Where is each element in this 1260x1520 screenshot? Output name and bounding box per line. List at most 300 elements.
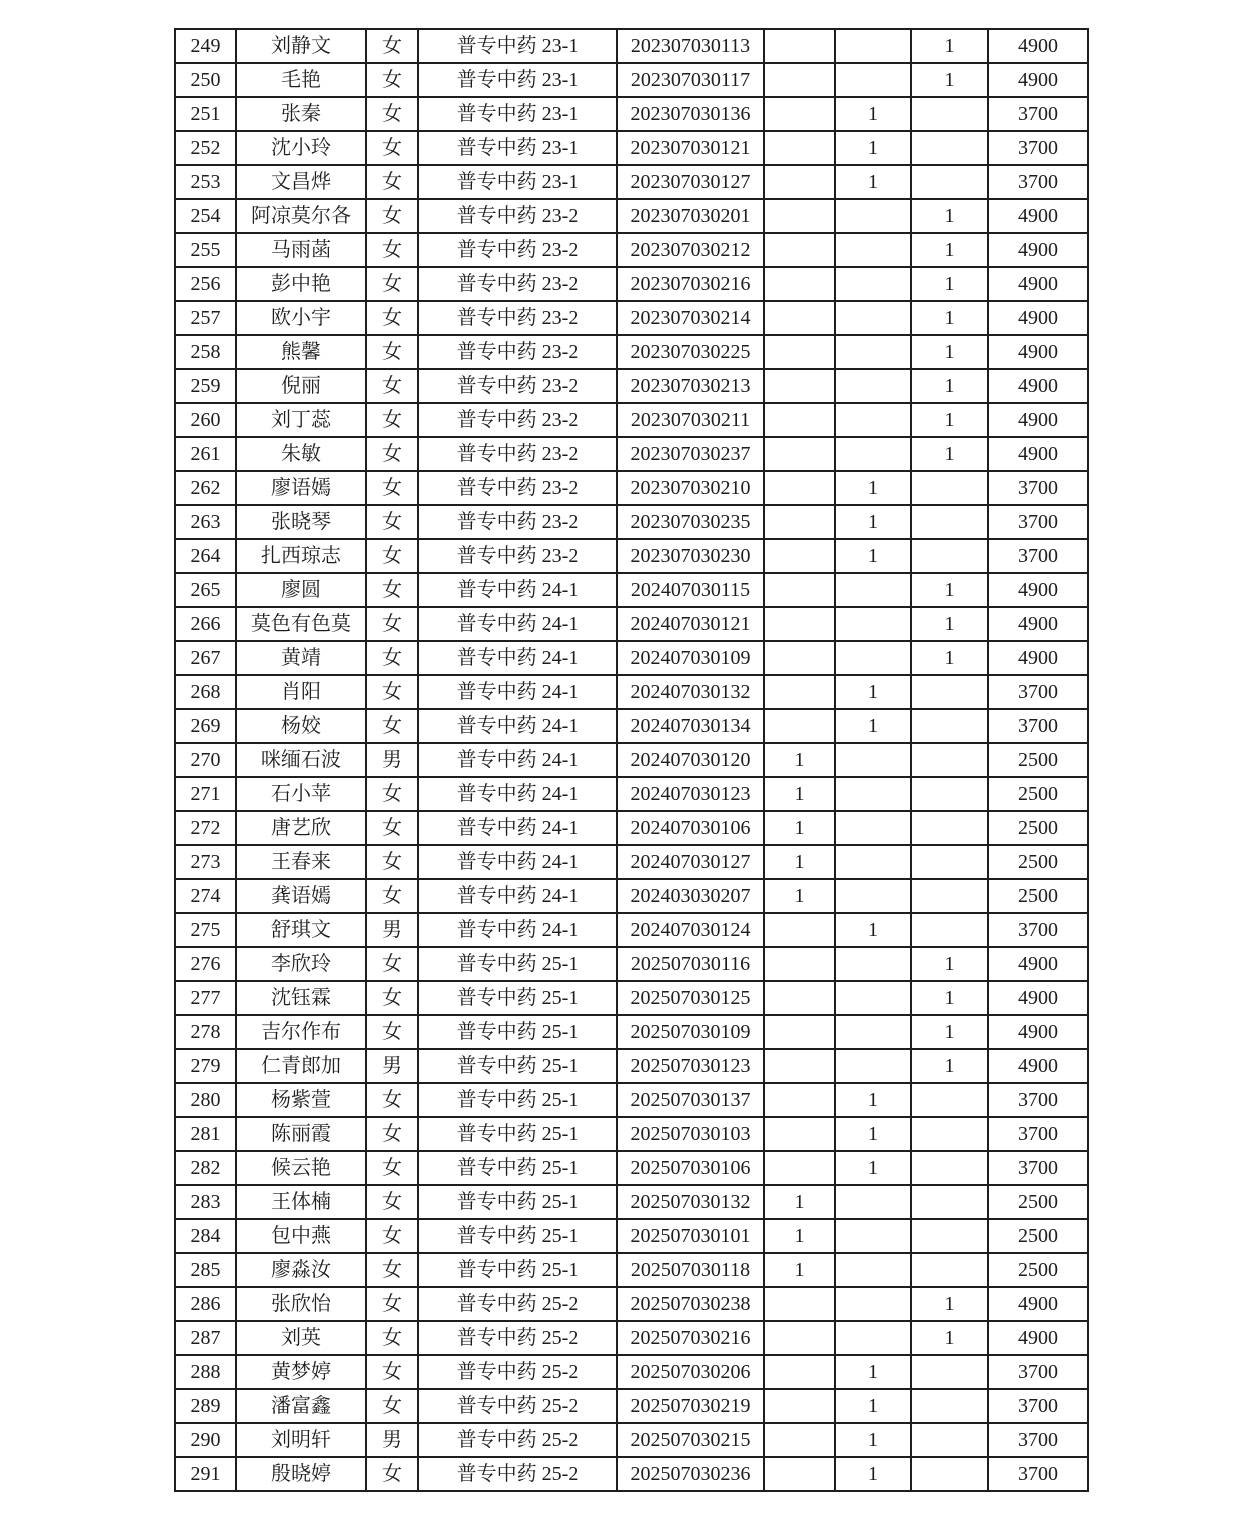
tier1-mark-cell: 1 bbox=[764, 811, 835, 845]
row-number-cell: 290 bbox=[175, 1423, 236, 1457]
class-cell: 普专中药 25-1 bbox=[418, 1117, 617, 1151]
name-cell: 廖圆 bbox=[236, 573, 366, 607]
tier1-mark-cell bbox=[764, 1151, 835, 1185]
gender-cell: 女 bbox=[366, 1015, 418, 1049]
row-number-cell: 264 bbox=[175, 539, 236, 573]
tier3-mark-cell bbox=[911, 1219, 988, 1253]
tier2-mark-cell: 1 bbox=[835, 539, 911, 573]
class-cell: 普专中药 23-2 bbox=[418, 301, 617, 335]
table-row bbox=[175, 1321, 1088, 1355]
row-number-cell: 262 bbox=[175, 471, 236, 505]
tier1-mark-cell bbox=[764, 335, 835, 369]
student-id-cell: 202507030219 bbox=[617, 1389, 764, 1423]
amount-cell: 4900 bbox=[988, 1015, 1088, 1049]
amount-cell: 4900 bbox=[988, 403, 1088, 437]
class-cell: 普专中药 24-1 bbox=[418, 845, 617, 879]
gender-cell: 女 bbox=[366, 165, 418, 199]
class-cell: 普专中药 24-1 bbox=[418, 743, 617, 777]
table-row bbox=[175, 947, 1088, 981]
row-number-cell: 284 bbox=[175, 1219, 236, 1253]
table-row bbox=[175, 913, 1088, 947]
tier2-mark-cell bbox=[835, 1185, 911, 1219]
name-cell: 刘丁蕊 bbox=[236, 403, 366, 437]
name-cell: 张欣怡 bbox=[236, 1287, 366, 1321]
name-cell: 吉尔作布 bbox=[236, 1015, 366, 1049]
gender-cell: 女 bbox=[366, 1321, 418, 1355]
tier1-mark-cell bbox=[764, 1287, 835, 1321]
amount-cell: 4900 bbox=[988, 1321, 1088, 1355]
table-row bbox=[175, 1423, 1088, 1457]
name-cell: 马雨菡 bbox=[236, 233, 366, 267]
tier3-mark-cell: 1 bbox=[911, 947, 988, 981]
table-row bbox=[175, 165, 1088, 199]
class-cell: 普专中药 23-2 bbox=[418, 437, 617, 471]
name-cell: 包中燕 bbox=[236, 1219, 366, 1253]
name-cell: 陈丽霞 bbox=[236, 1117, 366, 1151]
amount-cell: 3700 bbox=[988, 97, 1088, 131]
table-row bbox=[175, 845, 1088, 879]
table-row bbox=[175, 1049, 1088, 1083]
gender-cell: 女 bbox=[366, 675, 418, 709]
row-number-cell: 281 bbox=[175, 1117, 236, 1151]
student-id-cell: 202307030237 bbox=[617, 437, 764, 471]
tier2-mark-cell: 1 bbox=[835, 165, 911, 199]
class-cell: 普专中药 24-1 bbox=[418, 607, 617, 641]
table-row bbox=[175, 29, 1088, 63]
class-cell: 普专中药 23-2 bbox=[418, 267, 617, 301]
name-cell: 黄靖 bbox=[236, 641, 366, 675]
class-cell: 普专中药 23-2 bbox=[418, 369, 617, 403]
student-id-cell: 202507030116 bbox=[617, 947, 764, 981]
tier2-mark-cell bbox=[835, 845, 911, 879]
gender-cell: 女 bbox=[366, 1253, 418, 1287]
gender-cell: 女 bbox=[366, 1117, 418, 1151]
tier2-mark-cell: 1 bbox=[835, 1423, 911, 1457]
tier2-mark-cell: 1 bbox=[835, 1355, 911, 1389]
amount-cell: 4900 bbox=[988, 199, 1088, 233]
table-row bbox=[175, 1253, 1088, 1287]
name-cell: 廖语嫣 bbox=[236, 471, 366, 505]
tier1-mark-cell bbox=[764, 607, 835, 641]
row-number-cell: 275 bbox=[175, 913, 236, 947]
tier1-mark-cell: 1 bbox=[764, 743, 835, 777]
class-cell: 普专中药 25-1 bbox=[418, 947, 617, 981]
tier2-mark-cell bbox=[835, 1049, 911, 1083]
row-number-cell: 260 bbox=[175, 403, 236, 437]
student-funding-table bbox=[174, 28, 1089, 1492]
class-cell: 普专中药 25-1 bbox=[418, 1151, 617, 1185]
tier3-mark-cell bbox=[911, 913, 988, 947]
name-cell: 仁青郎加 bbox=[236, 1049, 366, 1083]
amount-cell: 2500 bbox=[988, 811, 1088, 845]
class-cell: 普专中药 24-1 bbox=[418, 709, 617, 743]
tier1-mark-cell: 1 bbox=[764, 1253, 835, 1287]
tier2-mark-cell bbox=[835, 1219, 911, 1253]
tier3-mark-cell bbox=[911, 1457, 988, 1491]
gender-cell: 女 bbox=[366, 573, 418, 607]
tier1-mark-cell bbox=[764, 1083, 835, 1117]
row-number-cell: 261 bbox=[175, 437, 236, 471]
tier3-mark-cell bbox=[911, 777, 988, 811]
name-cell: 沈钰霖 bbox=[236, 981, 366, 1015]
student-id-cell: 202407030124 bbox=[617, 913, 764, 947]
class-cell: 普专中药 25-2 bbox=[418, 1423, 617, 1457]
amount-cell: 2500 bbox=[988, 777, 1088, 811]
gender-cell: 女 bbox=[366, 811, 418, 845]
amount-cell: 2500 bbox=[988, 1185, 1088, 1219]
gender-cell: 女 bbox=[366, 403, 418, 437]
row-number-cell: 276 bbox=[175, 947, 236, 981]
table-row bbox=[175, 1083, 1088, 1117]
gender-cell: 女 bbox=[366, 1083, 418, 1117]
tier2-mark-cell: 1 bbox=[835, 1389, 911, 1423]
gender-cell: 女 bbox=[366, 879, 418, 913]
table-row bbox=[175, 63, 1088, 97]
gender-cell: 女 bbox=[366, 539, 418, 573]
table-row bbox=[175, 505, 1088, 539]
row-number-cell: 252 bbox=[175, 131, 236, 165]
tier2-mark-cell bbox=[835, 199, 911, 233]
class-cell: 普专中药 23-1 bbox=[418, 97, 617, 131]
gender-cell: 女 bbox=[366, 607, 418, 641]
tier2-mark-cell: 1 bbox=[835, 97, 911, 131]
tier2-mark-cell bbox=[835, 811, 911, 845]
student-id-cell: 202307030213 bbox=[617, 369, 764, 403]
class-cell: 普专中药 25-1 bbox=[418, 1083, 617, 1117]
tier3-mark-cell: 1 bbox=[911, 981, 988, 1015]
amount-cell: 4900 bbox=[988, 607, 1088, 641]
table-row bbox=[175, 199, 1088, 233]
amount-cell: 3700 bbox=[988, 1151, 1088, 1185]
tier2-mark-cell: 1 bbox=[835, 1151, 911, 1185]
amount-cell: 3700 bbox=[988, 709, 1088, 743]
gender-cell: 女 bbox=[366, 505, 418, 539]
gender-cell: 女 bbox=[366, 709, 418, 743]
table-row bbox=[175, 981, 1088, 1015]
tier3-mark-cell bbox=[911, 539, 988, 573]
row-number-cell: 287 bbox=[175, 1321, 236, 1355]
table-body bbox=[175, 29, 1088, 1491]
name-cell: 殷晓婷 bbox=[236, 1457, 366, 1491]
row-number-cell: 288 bbox=[175, 1355, 236, 1389]
tier2-mark-cell bbox=[835, 63, 911, 97]
table-row bbox=[175, 1117, 1088, 1151]
student-id-cell: 202507030106 bbox=[617, 1151, 764, 1185]
student-id-cell: 202307030121 bbox=[617, 131, 764, 165]
name-cell: 刘英 bbox=[236, 1321, 366, 1355]
tier3-mark-cell bbox=[911, 1185, 988, 1219]
tier1-mark-cell bbox=[764, 1355, 835, 1389]
gender-cell: 女 bbox=[366, 1219, 418, 1253]
amount-cell: 2500 bbox=[988, 1253, 1088, 1287]
amount-cell: 4900 bbox=[988, 267, 1088, 301]
tier1-mark-cell bbox=[764, 641, 835, 675]
table-row bbox=[175, 1457, 1088, 1491]
tier3-mark-cell: 1 bbox=[911, 403, 988, 437]
tier2-mark-cell bbox=[835, 335, 911, 369]
row-number-cell: 250 bbox=[175, 63, 236, 97]
tier3-mark-cell bbox=[911, 471, 988, 505]
amount-cell: 2500 bbox=[988, 879, 1088, 913]
name-cell: 倪丽 bbox=[236, 369, 366, 403]
gender-cell: 女 bbox=[366, 641, 418, 675]
class-cell: 普专中药 23-2 bbox=[418, 199, 617, 233]
class-cell: 普专中药 23-2 bbox=[418, 233, 617, 267]
row-number-cell: 257 bbox=[175, 301, 236, 335]
row-number-cell: 291 bbox=[175, 1457, 236, 1491]
tier2-mark-cell bbox=[835, 301, 911, 335]
amount-cell: 3700 bbox=[988, 165, 1088, 199]
table-row bbox=[175, 369, 1088, 403]
gender-cell: 女 bbox=[366, 437, 418, 471]
tier1-mark-cell bbox=[764, 267, 835, 301]
name-cell: 王体楠 bbox=[236, 1185, 366, 1219]
tier3-mark-cell bbox=[911, 879, 988, 913]
amount-cell: 4900 bbox=[988, 369, 1088, 403]
student-id-cell: 202407030121 bbox=[617, 607, 764, 641]
student-id-cell: 202307030235 bbox=[617, 505, 764, 539]
student-id-cell: 202307030117 bbox=[617, 63, 764, 97]
tier3-mark-cell bbox=[911, 675, 988, 709]
tier3-mark-cell: 1 bbox=[911, 437, 988, 471]
gender-cell: 女 bbox=[366, 199, 418, 233]
tier1-mark-cell bbox=[764, 981, 835, 1015]
tier2-mark-cell bbox=[835, 777, 911, 811]
tier2-mark-cell: 1 bbox=[835, 1083, 911, 1117]
class-cell: 普专中药 24-1 bbox=[418, 811, 617, 845]
row-number-cell: 273 bbox=[175, 845, 236, 879]
amount-cell: 4900 bbox=[988, 1049, 1088, 1083]
class-cell: 普专中药 24-1 bbox=[418, 641, 617, 675]
name-cell: 潘富鑫 bbox=[236, 1389, 366, 1423]
name-cell: 彭中艳 bbox=[236, 267, 366, 301]
row-number-cell: 282 bbox=[175, 1151, 236, 1185]
table-row bbox=[175, 743, 1088, 777]
tier2-mark-cell: 1 bbox=[835, 1457, 911, 1491]
amount-cell: 4900 bbox=[988, 641, 1088, 675]
tier1-mark-cell bbox=[764, 505, 835, 539]
tier2-mark-cell bbox=[835, 981, 911, 1015]
row-number-cell: 280 bbox=[175, 1083, 236, 1117]
tier1-mark-cell bbox=[764, 301, 835, 335]
tier3-mark-cell bbox=[911, 1423, 988, 1457]
tier2-mark-cell bbox=[835, 267, 911, 301]
amount-cell: 3700 bbox=[988, 131, 1088, 165]
tier3-mark-cell bbox=[911, 505, 988, 539]
row-number-cell: 254 bbox=[175, 199, 236, 233]
class-cell: 普专中药 25-1 bbox=[418, 981, 617, 1015]
name-cell: 朱敏 bbox=[236, 437, 366, 471]
gender-cell: 女 bbox=[366, 335, 418, 369]
tier1-mark-cell bbox=[764, 29, 835, 63]
table-row bbox=[175, 879, 1088, 913]
row-number-cell: 272 bbox=[175, 811, 236, 845]
class-cell: 普专中药 23-1 bbox=[418, 165, 617, 199]
row-number-cell: 256 bbox=[175, 267, 236, 301]
gender-cell: 女 bbox=[366, 1355, 418, 1389]
table-row bbox=[175, 675, 1088, 709]
tier1-mark-cell: 1 bbox=[764, 1185, 835, 1219]
row-number-cell: 259 bbox=[175, 369, 236, 403]
name-cell: 唐艺欣 bbox=[236, 811, 366, 845]
table-row bbox=[175, 1015, 1088, 1049]
student-id-cell: 202507030206 bbox=[617, 1355, 764, 1389]
amount-cell: 3700 bbox=[988, 471, 1088, 505]
tier1-mark-cell bbox=[764, 369, 835, 403]
tier2-mark-cell bbox=[835, 607, 911, 641]
name-cell: 黄梦婷 bbox=[236, 1355, 366, 1389]
tier1-mark-cell bbox=[764, 573, 835, 607]
class-cell: 普专中药 25-2 bbox=[418, 1287, 617, 1321]
student-id-cell: 202307030216 bbox=[617, 267, 764, 301]
tier1-mark-cell bbox=[764, 233, 835, 267]
row-number-cell: 277 bbox=[175, 981, 236, 1015]
tier2-mark-cell bbox=[835, 641, 911, 675]
student-id-cell: 202407030123 bbox=[617, 777, 764, 811]
tier2-mark-cell: 1 bbox=[835, 131, 911, 165]
name-cell: 肖阳 bbox=[236, 675, 366, 709]
class-cell: 普专中药 25-2 bbox=[418, 1321, 617, 1355]
name-cell: 李欣玲 bbox=[236, 947, 366, 981]
amount-cell: 3700 bbox=[988, 1117, 1088, 1151]
tier2-mark-cell bbox=[835, 1321, 911, 1355]
student-id-cell: 202307030127 bbox=[617, 165, 764, 199]
tier2-mark-cell: 1 bbox=[835, 1117, 911, 1151]
row-number-cell: 285 bbox=[175, 1253, 236, 1287]
class-cell: 普专中药 25-2 bbox=[418, 1389, 617, 1423]
name-cell: 廖淼汝 bbox=[236, 1253, 366, 1287]
student-id-cell: 202307030201 bbox=[617, 199, 764, 233]
class-cell: 普专中药 23-2 bbox=[418, 505, 617, 539]
table-row bbox=[175, 1185, 1088, 1219]
student-id-cell: 202307030211 bbox=[617, 403, 764, 437]
tier1-mark-cell bbox=[764, 131, 835, 165]
gender-cell: 女 bbox=[366, 369, 418, 403]
name-cell: 杨紫萱 bbox=[236, 1083, 366, 1117]
tier2-mark-cell bbox=[835, 573, 911, 607]
student-id-cell: 202307030212 bbox=[617, 233, 764, 267]
tier3-mark-cell: 1 bbox=[911, 1321, 988, 1355]
amount-cell: 4900 bbox=[988, 1287, 1088, 1321]
row-number-cell: 265 bbox=[175, 573, 236, 607]
tier3-mark-cell bbox=[911, 709, 988, 743]
tier1-mark-cell bbox=[764, 1423, 835, 1457]
gender-cell: 男 bbox=[366, 913, 418, 947]
table-row bbox=[175, 1287, 1088, 1321]
tier3-mark-cell: 1 bbox=[911, 63, 988, 97]
tier3-mark-cell bbox=[911, 1389, 988, 1423]
student-id-cell: 202407030127 bbox=[617, 845, 764, 879]
tier3-mark-cell: 1 bbox=[911, 29, 988, 63]
table-row bbox=[175, 1389, 1088, 1423]
tier3-mark-cell bbox=[911, 1117, 988, 1151]
class-cell: 普专中药 25-1 bbox=[418, 1015, 617, 1049]
tier3-mark-cell bbox=[911, 165, 988, 199]
gender-cell: 女 bbox=[366, 1457, 418, 1491]
gender-cell: 女 bbox=[366, 1185, 418, 1219]
gender-cell: 男 bbox=[366, 1423, 418, 1457]
class-cell: 普专中药 23-2 bbox=[418, 539, 617, 573]
class-cell: 普专中药 24-1 bbox=[418, 913, 617, 947]
student-id-cell: 202407030120 bbox=[617, 743, 764, 777]
table-row bbox=[175, 301, 1088, 335]
student-id-cell: 202407030115 bbox=[617, 573, 764, 607]
tier3-mark-cell: 1 bbox=[911, 1049, 988, 1083]
student-id-cell: 202307030136 bbox=[617, 97, 764, 131]
gender-cell: 女 bbox=[366, 1389, 418, 1423]
tier3-mark-cell bbox=[911, 97, 988, 131]
student-id-cell: 202403030207 bbox=[617, 879, 764, 913]
gender-cell: 女 bbox=[366, 947, 418, 981]
row-number-cell: 255 bbox=[175, 233, 236, 267]
table-row bbox=[175, 267, 1088, 301]
tier1-mark-cell bbox=[764, 675, 835, 709]
tier1-mark-cell bbox=[764, 947, 835, 981]
row-number-cell: 271 bbox=[175, 777, 236, 811]
gender-cell: 女 bbox=[366, 1151, 418, 1185]
amount-cell: 4900 bbox=[988, 63, 1088, 97]
gender-cell: 女 bbox=[366, 471, 418, 505]
class-cell: 普专中药 24-1 bbox=[418, 879, 617, 913]
name-cell: 王春来 bbox=[236, 845, 366, 879]
name-cell: 石小苹 bbox=[236, 777, 366, 811]
tier2-mark-cell bbox=[835, 1253, 911, 1287]
gender-cell: 女 bbox=[366, 981, 418, 1015]
amount-cell: 3700 bbox=[988, 1423, 1088, 1457]
table-row bbox=[175, 811, 1088, 845]
name-cell: 候云艳 bbox=[236, 1151, 366, 1185]
student-id-cell: 202507030109 bbox=[617, 1015, 764, 1049]
tier1-mark-cell bbox=[764, 97, 835, 131]
tier1-mark-cell bbox=[764, 63, 835, 97]
name-cell: 欧小宇 bbox=[236, 301, 366, 335]
tier1-mark-cell bbox=[764, 199, 835, 233]
table-row bbox=[175, 97, 1088, 131]
tier3-mark-cell: 1 bbox=[911, 301, 988, 335]
row-number-cell: 249 bbox=[175, 29, 236, 63]
tier3-mark-cell: 1 bbox=[911, 573, 988, 607]
tier3-mark-cell bbox=[911, 131, 988, 165]
amount-cell: 4900 bbox=[988, 947, 1088, 981]
row-number-cell: 269 bbox=[175, 709, 236, 743]
student-id-cell: 202507030215 bbox=[617, 1423, 764, 1457]
row-number-cell: 253 bbox=[175, 165, 236, 199]
class-cell: 普专中药 23-2 bbox=[418, 335, 617, 369]
student-id-cell: 202307030214 bbox=[617, 301, 764, 335]
student-id-cell: 202507030123 bbox=[617, 1049, 764, 1083]
name-cell: 舒琪文 bbox=[236, 913, 366, 947]
row-number-cell: 266 bbox=[175, 607, 236, 641]
student-id-cell: 202507030125 bbox=[617, 981, 764, 1015]
tier3-mark-cell bbox=[911, 845, 988, 879]
tier2-mark-cell bbox=[835, 437, 911, 471]
tier3-mark-cell bbox=[911, 811, 988, 845]
name-cell: 阿凉莫尔各 bbox=[236, 199, 366, 233]
student-id-cell: 202507030118 bbox=[617, 1253, 764, 1287]
tier2-mark-cell: 1 bbox=[835, 505, 911, 539]
row-number-cell: 263 bbox=[175, 505, 236, 539]
tier2-mark-cell bbox=[835, 1287, 911, 1321]
student-id-cell: 202407030109 bbox=[617, 641, 764, 675]
student-id-cell: 202507030236 bbox=[617, 1457, 764, 1491]
tier1-mark-cell bbox=[764, 1389, 835, 1423]
class-cell: 普专中药 23-2 bbox=[418, 471, 617, 505]
amount-cell: 3700 bbox=[988, 505, 1088, 539]
class-cell: 普专中药 25-1 bbox=[418, 1219, 617, 1253]
amount-cell: 2500 bbox=[988, 845, 1088, 879]
row-number-cell: 286 bbox=[175, 1287, 236, 1321]
name-cell: 杨姣 bbox=[236, 709, 366, 743]
